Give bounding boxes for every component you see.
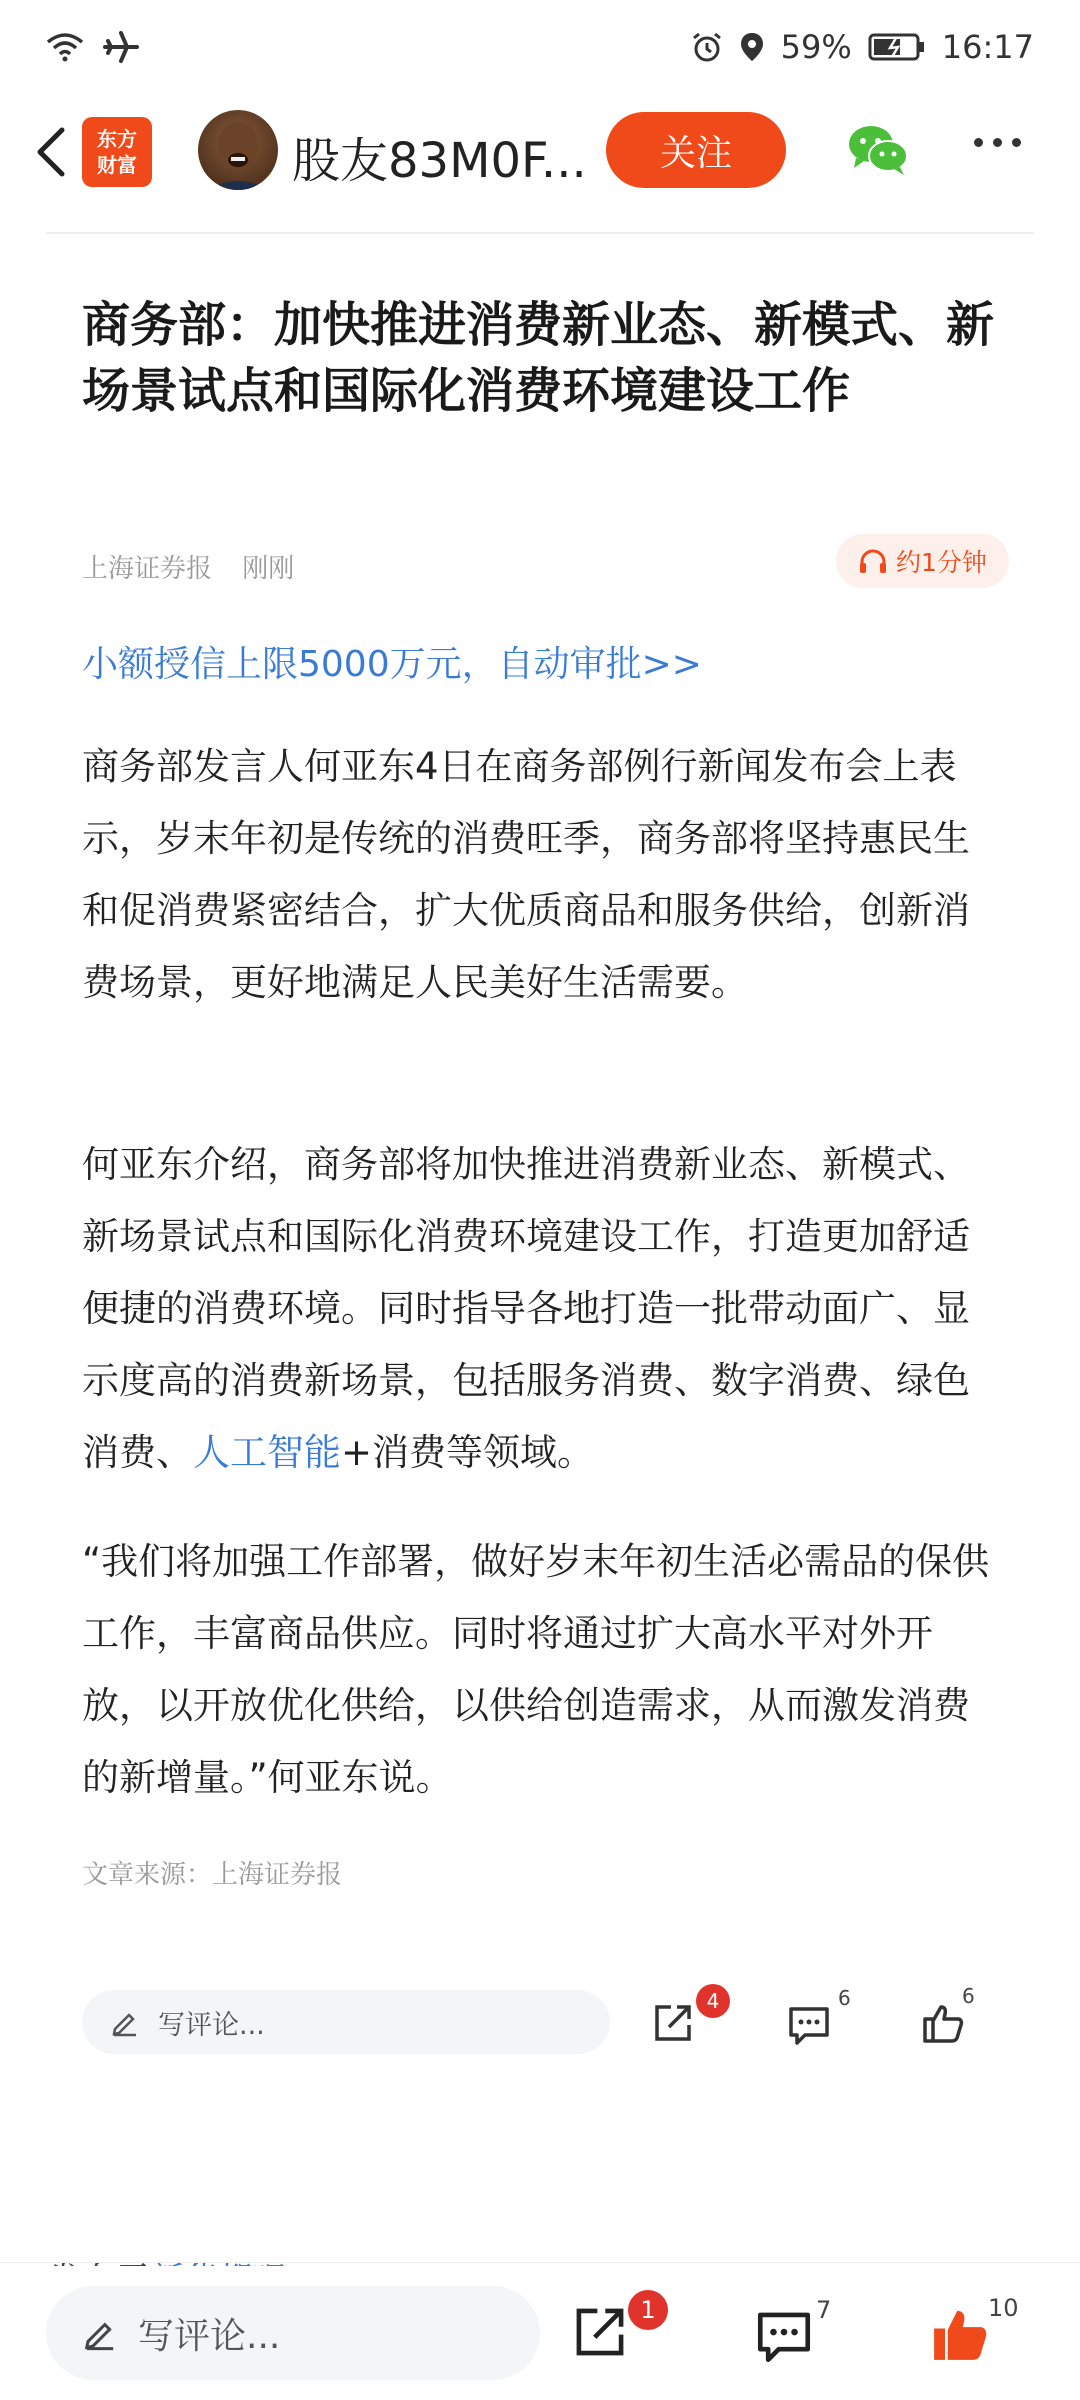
app-logo-line2: 财富 — [97, 153, 137, 177]
bottom-share-button[interactable] — [570, 2296, 656, 2362]
bottom-comment-placeholder: 写评论... — [138, 2315, 281, 2357]
paragraph-2-text: 何亚东介绍，商务部将加快推进消费新业态、新模式、新场景试点和国际化消费环境建设工作，打造更加舒适便捷的消费环境。同时指导各地打造一批带动面广、显示度高的消费新场景，包括服务消费、数字消费、绿色消费、 — [82, 1143, 970, 1474]
comment-icon — [787, 2003, 831, 2047]
inner-share-button[interactable] — [648, 1989, 720, 2048]
more-dot — [993, 138, 1002, 147]
app-logo-line1: 东方 — [97, 127, 137, 151]
bottom-comment-button[interactable] — [754, 2296, 832, 2366]
article-meta — [82, 548, 316, 585]
article-time: 刚刚 — [242, 554, 295, 584]
article-source[interactable]: 上海证券报 — [82, 554, 213, 584]
bottom-comment-input[interactable] — [46, 2286, 540, 2380]
share-icon — [571, 2303, 629, 2361]
inner-share-badge: 4 — [696, 1984, 730, 2018]
header-divider — [46, 232, 1034, 234]
username[interactable]: 股友83M0F... — [292, 133, 587, 189]
avatar[interactable] — [198, 110, 278, 190]
status-right — [691, 28, 1034, 66]
alarm-icon — [691, 31, 723, 63]
bottom-like-button[interactable] — [930, 2294, 1019, 2364]
inner-like-count: 6 — [962, 1984, 975, 2008]
inner-comment-count: 6 — [838, 1986, 851, 2010]
inner-like-button[interactable] — [918, 1984, 975, 2048]
more-dot — [974, 138, 983, 147]
article-title: 商务部：加快推进消费新业态、新模式、新场景试点和国际化消费环境建设工作 — [82, 297, 995, 419]
more-dot — [1012, 138, 1021, 147]
location-icon — [739, 31, 765, 63]
status-time: 16:17 — [941, 28, 1034, 66]
listen-button[interactable] — [836, 534, 1009, 588]
bottom-comment-count: 7 — [816, 2296, 832, 2324]
paragraph-2-text-end: +消费等领域。 — [341, 1431, 595, 1474]
airplane-icon — [102, 30, 140, 64]
app-logo[interactable] — [82, 117, 152, 187]
thumbs-up-icon — [930, 2304, 990, 2364]
inner-comment-button[interactable] — [784, 1986, 851, 2050]
top-header — [0, 100, 1080, 210]
pencil-icon — [110, 2007, 140, 2037]
ad-link[interactable]: 小额授信上限5000万元，自动审批>> — [82, 644, 702, 685]
listen-duration: 约1分钟 — [896, 548, 987, 577]
bottom-like-count: 10 — [988, 2294, 1019, 2322]
ai-topic-link[interactable]: 人工智能 — [193, 1431, 341, 1474]
headphones-icon — [858, 547, 888, 575]
battery-percent: 59% — [780, 28, 852, 66]
thumbs-up-icon — [921, 2001, 965, 2045]
wifi-icon — [46, 32, 84, 62]
article-paragraph-3: “我们将加强工作部署，做好岁末年初生活必需品的保供工作，丰富商品供应。同时将通过扩大高水平对外开放，以开放优化供给，以供给创造需求，从而激发消费的新增量。”何亚东说。 — [82, 1540, 990, 1799]
status-left-icons — [46, 30, 140, 64]
article-paragraph-2 — [82, 1129, 1000, 1489]
bottom-share-badge: 1 — [628, 2290, 668, 2330]
comment-icon — [755, 2307, 813, 2365]
share-icon — [651, 2001, 695, 2045]
back-icon[interactable] — [24, 122, 84, 182]
status-bar — [0, 0, 1080, 96]
avatar-face-icon — [198, 110, 278, 190]
inner-comment-placeholder: 写评论... — [158, 2009, 265, 2041]
pencil-icon — [82, 2315, 118, 2351]
article-footer-source: 文章来源：上海证券报 — [82, 1860, 343, 1890]
more-icon[interactable] — [974, 138, 1021, 147]
battery-icon — [868, 32, 926, 62]
article-paragraph-1: 商务部发言人何亚东4日在商务部例行新闻发布会上表示，岁末年初是传统的消费旺季，商务部将坚持惠民生和促消费紧密结合，扩大优质商品和服务供给，创新消费场景，更好地满足人民美好生活需要。 — [82, 745, 970, 1004]
inner-comment-input[interactable] — [82, 1990, 610, 2054]
wechat-icon[interactable] — [846, 122, 910, 178]
bottom-divider — [0, 2262, 1080, 2263]
follow-button[interactable]: 关注 — [606, 112, 786, 188]
